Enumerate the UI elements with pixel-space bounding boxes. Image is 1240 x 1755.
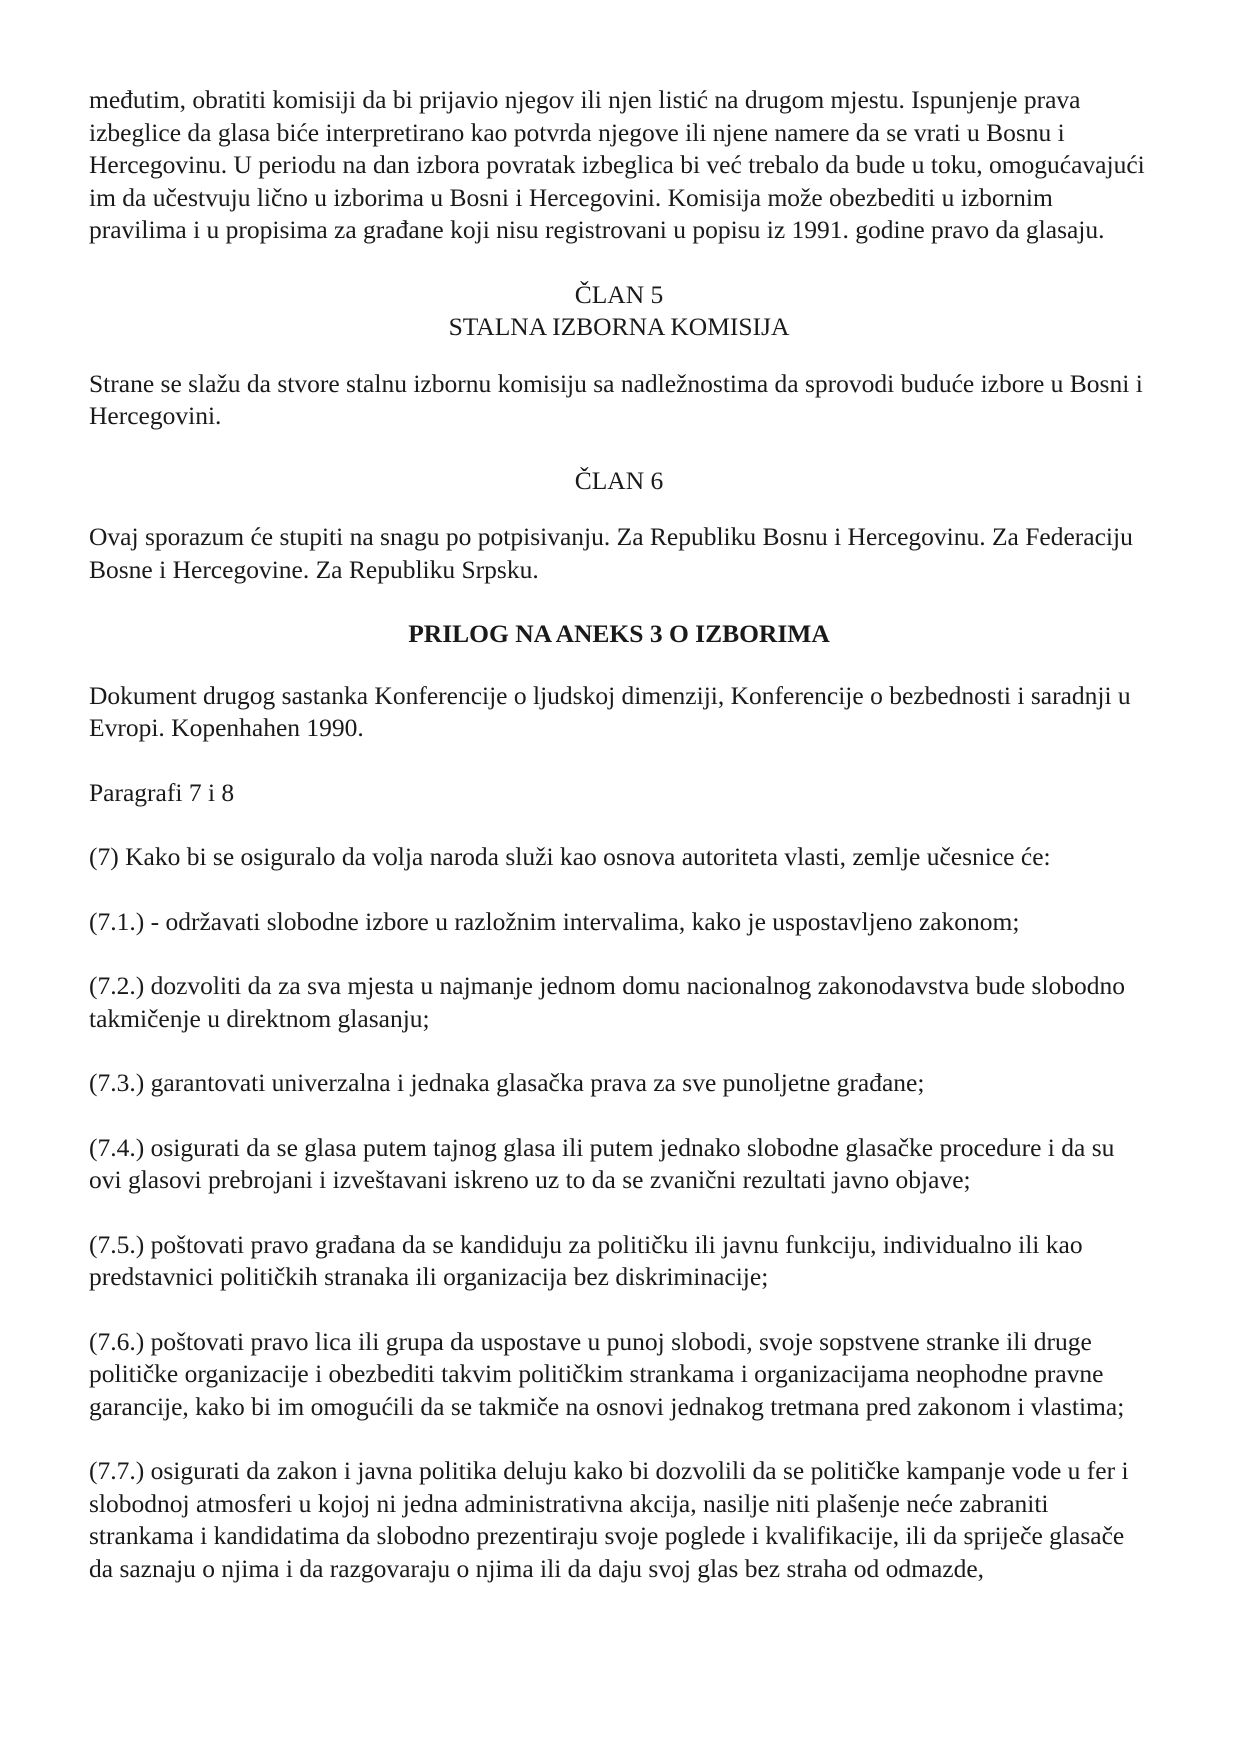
paragraph-7-1: (7.1.) - održavati slobodne izbore u razložnim intervalima, kako je uspostavljeno zakonom; bbox=[89, 906, 1020, 936]
paragraphs-label: Paragrafi 7 i 8 bbox=[89, 777, 235, 807]
intro-paragraph: međutim, obratiti komisiji da bi prijavio njegov ili njen listić na drugom mjestu. Ispunjenje prava izbeglice da glasa biće interpretirano kao potvrda njegove ili njene namere da se vrati u Bosnu i Hercegovinu. U periodu na dan izbora povratak izbeglica bi već trebalo da bude u toku, omogućavajući im da učestvuju lično u izborima u Bosni i Hercegovini. Komisija može obezbediti u izbornim pravilima i u propisima za građane koji nisu registrovani u popisu iz 1991. godine pravo da glasaju. bbox=[89, 85, 1145, 244]
annex-title: PRILOG NA ANEKS 3 O IZBORIMA bbox=[408, 619, 830, 648]
paragraph-7-6: (7.6.) poštovati pravo lica ili grupa da uspostave u punoj slobodi, svoje sopstvene stranke ili druge političke organizacije i obezbediti takvim političkim strankama i organizacijama neophodne pravne garancije, kako bi im omogućili da se takmiče na osnovi jednakog tretmana pred zakonom i vlastima; bbox=[89, 1326, 1125, 1421]
article-5-heading bbox=[89, 279, 1149, 344]
paragraph-7-7: (7.7.) osigurati da zakon i javna politika deluju kako bi dozvolili da se političke kampanje vode u fer i slobodnoj atmosferi u kojoj ni jedna administrativna akcija, nasilje niti plašenje neće zabraniti strankama i kandidatima da slobodno prezentiraju svoje poglede i kvalifikacije, ili da spriječe glasače da saznaju o njima i da razgovaraju o njima ili da daju svoj glas bez straha od odmazde, bbox=[89, 1456, 1129, 1583]
article-6-text: Ovaj sporazum će stupiti na snagu po potpisivanju. Za Republiku Bosnu i Hercegovinu. Za Federaciju Bosne i Hercegovine. Za Republiku Srpsku. bbox=[89, 522, 1133, 584]
paragraph-7-3: (7.3.) garantovati univerzalna i jednaka glasačka prava za sve punoljetne građane; bbox=[89, 1068, 925, 1097]
article-6-number: ČLAN 6 bbox=[574, 465, 664, 495]
paragraph-7: (7) Kako bi se osiguralo da volja naroda služi kao osnova autoriteta vlasti, zemlje učesnice će: bbox=[89, 842, 1051, 871]
paragraph-7-5: (7.5.) poštovati pravo građana da se kandiduju za političku ili javnu funkciju, individualno ili kao predstavnici političkih stranaka ili organizacija bez diskriminacije; bbox=[89, 1229, 1083, 1291]
article-5-title: STALNA IZBORNA KOMISIJA bbox=[448, 312, 790, 341]
document-page bbox=[89, 84, 1149, 1617]
paragraph-7-2: (7.2.) dozvoliti da za sva mjesta u najmanje jednom domu nacionalnog zakonodavstva bude slobodno takmičenje u direktnom glasanju; bbox=[89, 971, 1126, 1033]
article-5-number: ČLAN 5 bbox=[574, 279, 664, 309]
article-5-text: Strane se slažu da stvore stalnu izbornu komisiju sa nadležnostima da sprovodi buduće izbore u Bosni i Hercegovini. bbox=[89, 368, 1143, 430]
annex-source: Dokument drugog sastanka Konferencije o ljudskoj dimenziji, Konferencije o bezbednosti i saradnji u Evropi. Kopenhahen 1990. bbox=[89, 680, 1131, 742]
paragraph-7-4: (7.4.) osigurati da se glasa putem tajnog glasa ili putem jednako slobodne glasačke procedure i da su ovi glasovi prebrojani i izveštavani iskreno uz to da se zvanični rezultati javno objave; bbox=[89, 1132, 1115, 1194]
